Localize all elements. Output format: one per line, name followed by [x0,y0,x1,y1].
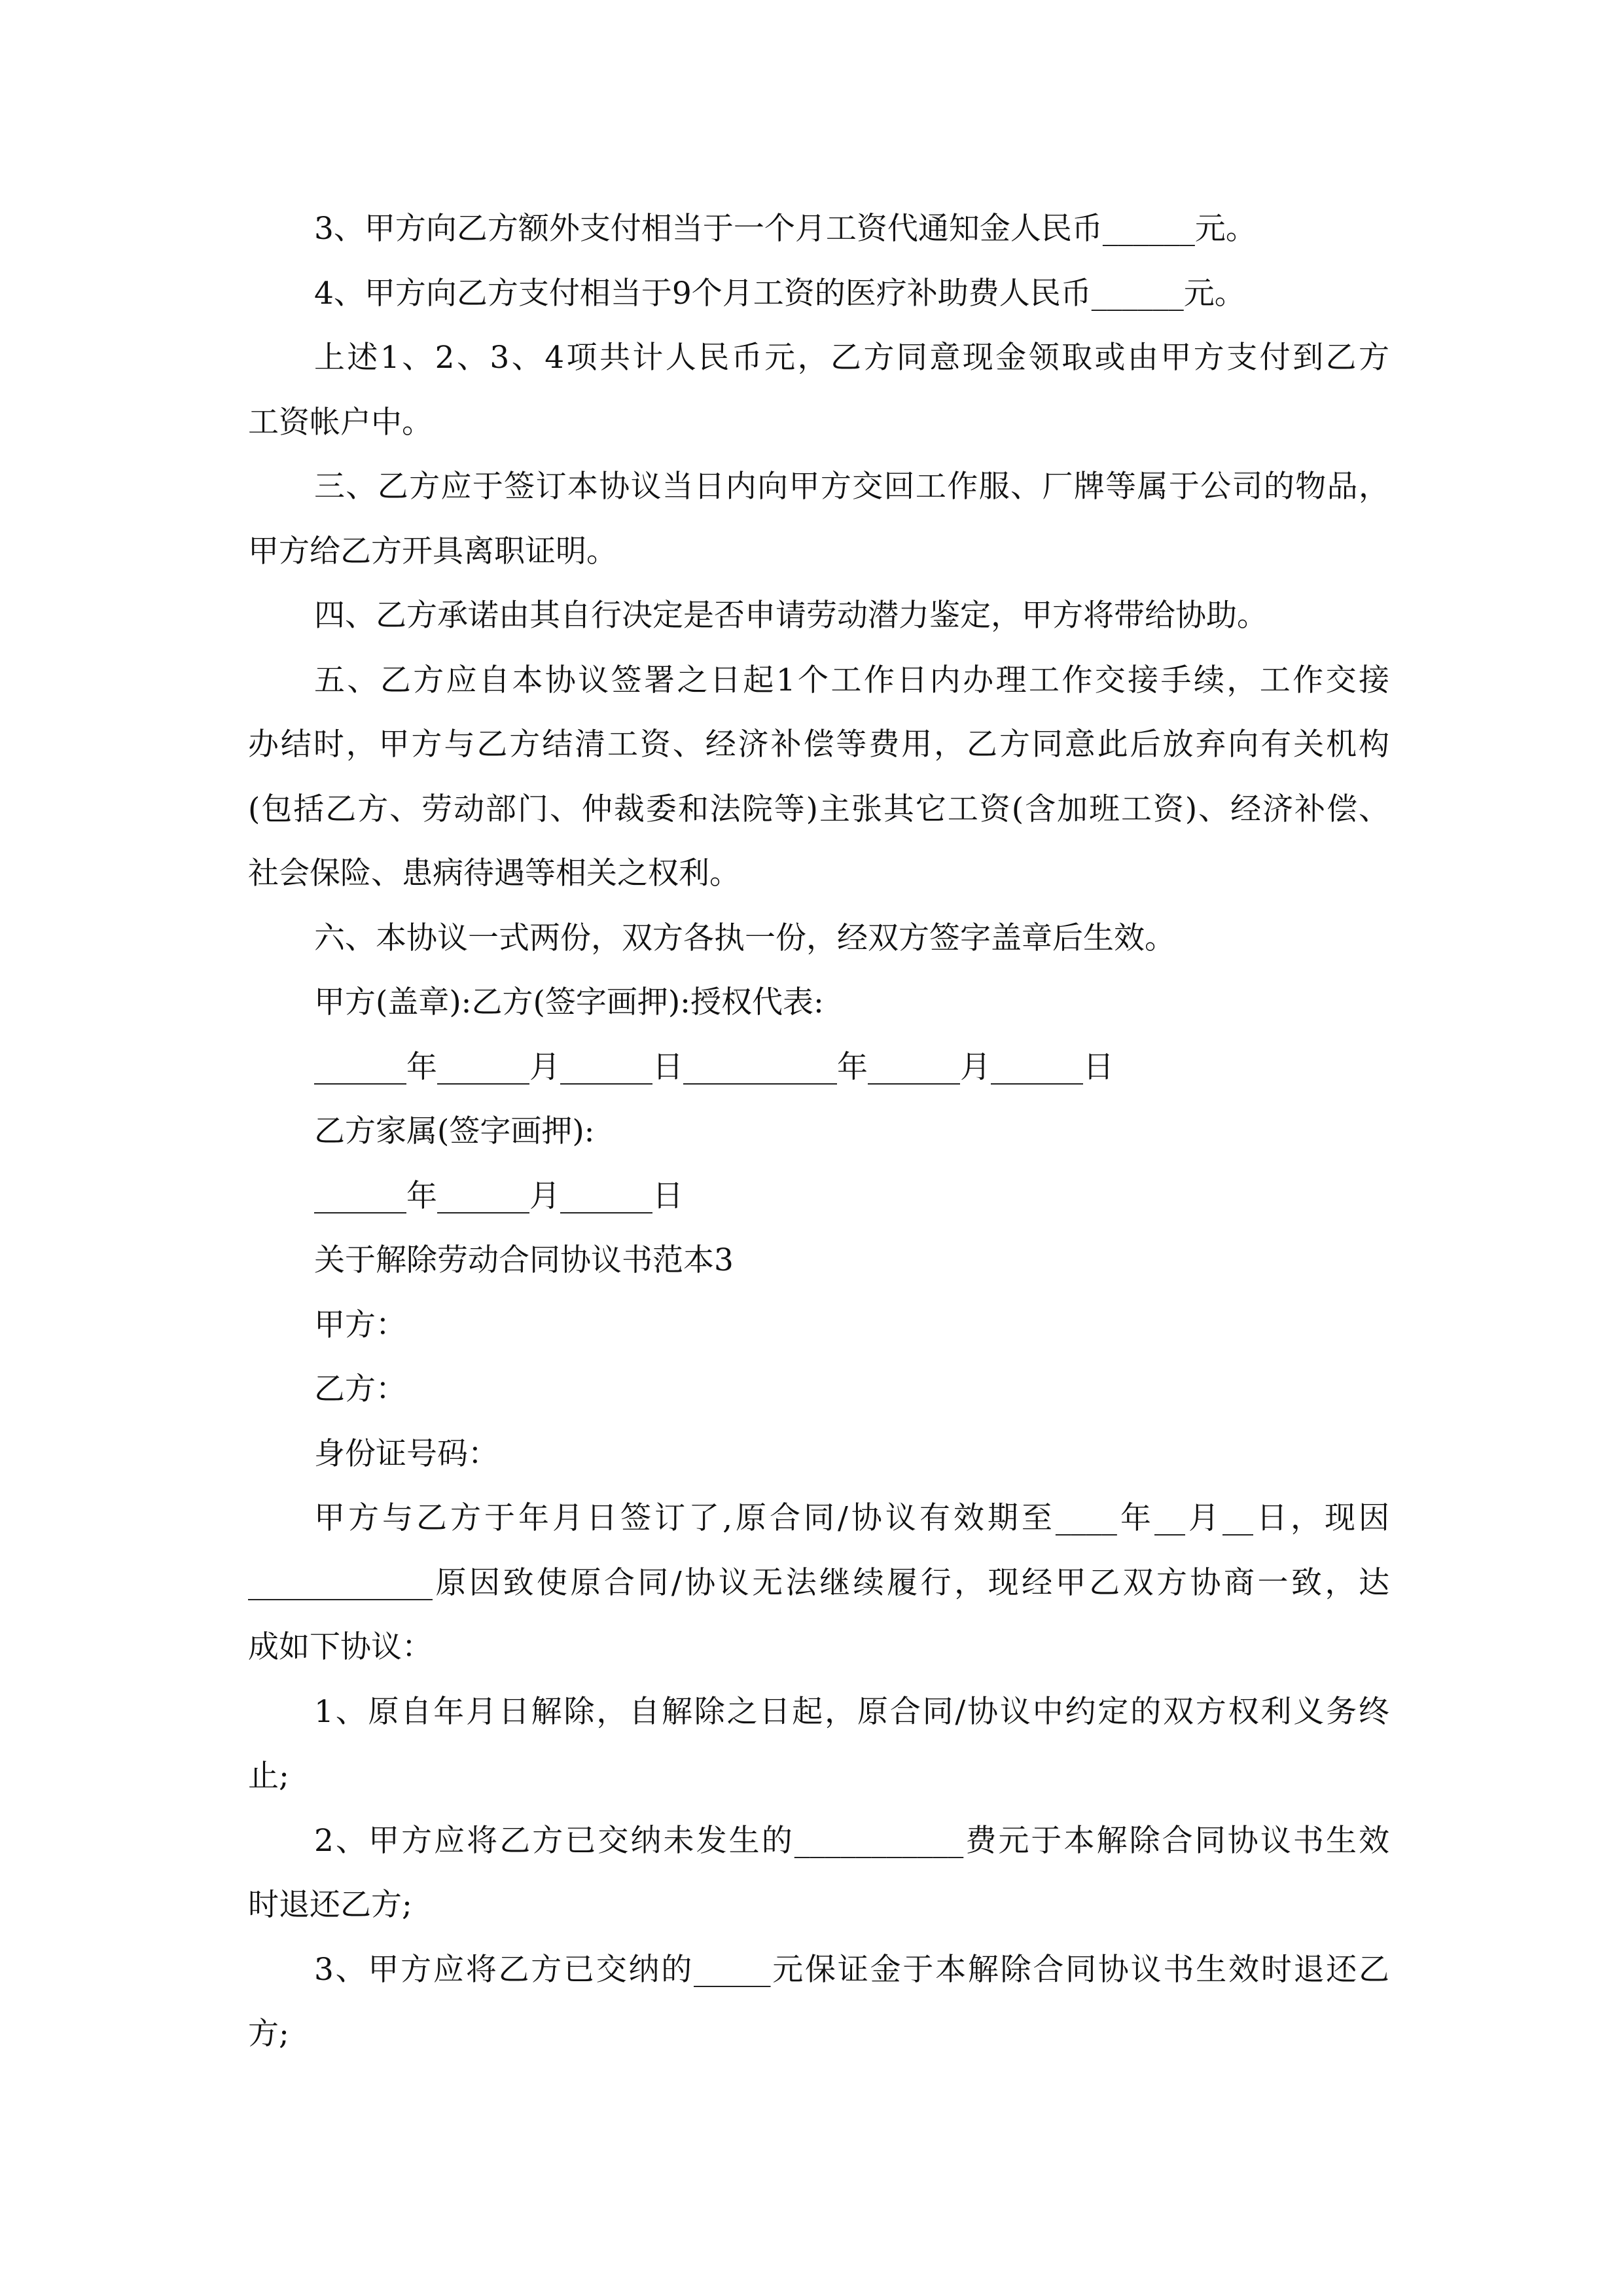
text-line: 甲方给乙方开具离职证明。 [248,533,617,569]
text-line: 上述1、2、3、4项共计人民币元，乙方同意现金领取或由甲方支付到乙方 [314,340,1389,376]
text-line: 成如下协议： [248,1629,433,1665]
paragraph [248,1100,1389,1164]
paragraph [248,326,1389,455]
text-line: 3、甲方向乙方额外支付相当于一个月工资代通知金人民币______元。 [314,211,1257,247]
text-line: 办结时，甲方与乙方结清工资、经济补偿等费用，乙方同意此后放弃向有关机构 [248,726,1389,762]
paragraph [248,971,1389,1035]
paragraph [248,455,1389,584]
paragraph [248,1229,1389,1293]
text-line: 六、本协议一式两份，双方各执一份，经双方签字盖章后生效。 [314,920,1175,956]
text-line: 方; [248,2016,289,2052]
text-line: 止; [248,1758,289,1794]
text-line: 乙方家属(签字画押): [314,1113,595,1149]
paragraph [248,1035,1389,1100]
paragraph [248,1938,1389,2067]
text-line: ______年______月______日__________年______月______日 [314,1049,1114,1085]
text-line: 甲方与乙方于年月日签订了,原合同/协议有效期至____年__月__日，现因 [314,1500,1389,1536]
paragraph [248,906,1389,971]
paragraph [248,1809,1389,1938]
paragraph [248,1357,1389,1422]
paragraph [248,1164,1389,1229]
paragraph [248,649,1389,906]
text-line: ______年______月______日 [314,1177,683,1214]
paragraph [248,584,1389,649]
text-line: ____________原因致使原合同/协议无法继续履行，现经甲乙双方协商一致，达 [248,1564,1389,1601]
text-line: 3、甲方应将乙方已交纳的_____元保证金于本解除合同协议书生效时退还乙 [314,1951,1389,1988]
paragraph [248,1680,1389,1809]
text-line: 乙方： [314,1371,406,1407]
text-line: 1、原自年月日解除，自解除之日起，原合同/协议中约定的双方权利义务终 [314,1693,1389,1730]
document-body [248,197,1389,2067]
text-line: (包括乙方、劳动部门、仲裁委和法院等)主张其它工资(含加班工资)、经济补偿、 [248,791,1389,827]
text-line: 社会保险、患病待遇等相关之权利。 [248,855,740,891]
text-line: 工资帐户中。 [248,404,433,440]
text-line: 甲方： [314,1306,406,1343]
paragraph [248,1293,1389,1358]
text-line: 五、乙方应自本协议签署之日起1个工作日内办理工作交接手续，工作交接 [314,662,1389,698]
paragraph [248,262,1389,327]
text-line: 时退还乙方; [248,1887,412,1923]
text-line: 4、甲方向乙方支付相当于9个月工资的医疗补助费人民币______元。 [314,275,1245,312]
text-line: 2、甲方应将乙方已交纳未发生的___________费元于本解除合同协议书生效 [314,1822,1389,1859]
paragraph [248,1422,1389,1487]
paragraph [248,1486,1389,1680]
text-line: 甲方(盖章):乙方(签字画押):授权代表: [314,984,824,1020]
paragraph [248,197,1389,262]
text-line: 关于解除劳动合同协议书范本3 [314,1242,734,1278]
text-line: 三、乙方应于签订本协议当日内向甲方交回工作服、厂牌等属于公司的物品， [314,469,1389,505]
text-line: 四、乙方承诺由其自行决定是否申请劳动潜力鉴定，甲方将带给协助。 [314,598,1268,634]
text-line: 身份证号码： [314,1435,499,1472]
